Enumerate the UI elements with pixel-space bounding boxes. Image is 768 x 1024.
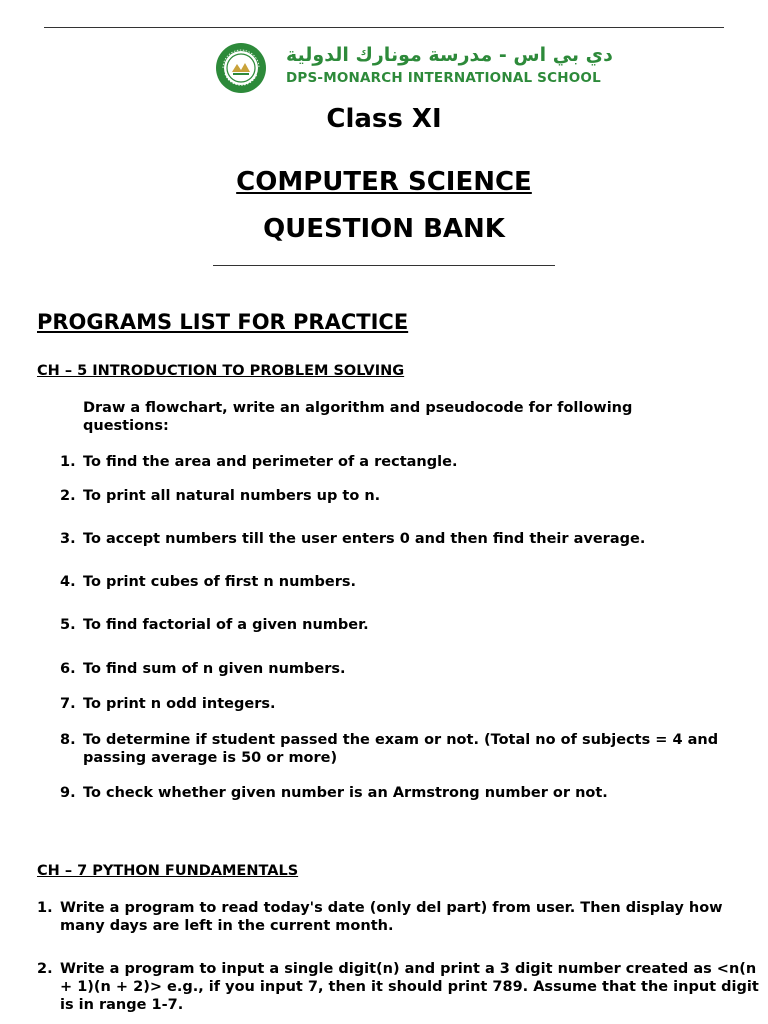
section-title: PROGRAMS LIST FOR PRACTICE (37, 310, 409, 334)
subject-title: COMPUTER SCIENCE (236, 167, 532, 197)
question-text: To check whether given number is an Armstrong number or not. (83, 785, 608, 801)
question-text: To print n odd integers. (83, 696, 276, 712)
question-number: 6. (60, 661, 76, 677)
chapter-5-intro: Draw a flowchart, write an algorithm and pseudocode for following questions: (83, 400, 633, 434)
question-number: 1. (37, 900, 53, 916)
question-number: 9. (60, 785, 76, 801)
question-text: To find factorial of a given number. (83, 617, 369, 633)
question-number: 4. (60, 574, 76, 590)
top-rule (44, 27, 724, 28)
question-text: To print cubes of first n numbers. (83, 574, 357, 590)
class-title: Class XI (326, 104, 442, 134)
question-number: 2. (37, 961, 53, 977)
question-text: Write a program to read today's date (only del part) from user. Then display how many days are left in the current month. (60, 900, 723, 934)
question-text: Write a program to input a single digit(n) and print a 3 digit number created as <n(n + 1)(n + 2)> e.g., if you input 7, then it should print 789. Assume that the input digit is in range 1-7. (60, 961, 759, 1013)
question-number: 1. (60, 454, 76, 470)
chapter-7-heading: CH – 7 PYTHON FUNDAMENTALS (37, 863, 299, 879)
question-number: 8. (60, 732, 76, 748)
question-text: To find the area and perimeter of a rectangle. (83, 454, 458, 470)
question-number: 7. (60, 696, 76, 712)
school-logo-icon (215, 42, 267, 94)
document-title: QUESTION BANK (263, 214, 505, 244)
question-number: 5. (60, 617, 76, 633)
school-name-arabic: دي بي اس - مدرسة مونارك الدولية (286, 44, 613, 66)
school-name: DPS-MONARCH INTERNATIONAL SCHOOL (286, 70, 601, 86)
question-text: To accept numbers till the user enters 0 and then find their average. (83, 531, 646, 547)
question-text: To print all natural numbers up to n. (83, 488, 381, 504)
question-number: 2. (60, 488, 76, 504)
title-rule (213, 265, 555, 266)
question-number: 3. (60, 531, 76, 547)
chapter-5-heading: CH – 5 INTRODUCTION TO PROBLEM SOLVING (37, 363, 405, 379)
question-text: To determine if student passed the exam or not. (Total no of subjects = 4 and passing average is 50 or more) (83, 732, 719, 766)
question-text: To find sum of n given numbers. (83, 661, 346, 677)
